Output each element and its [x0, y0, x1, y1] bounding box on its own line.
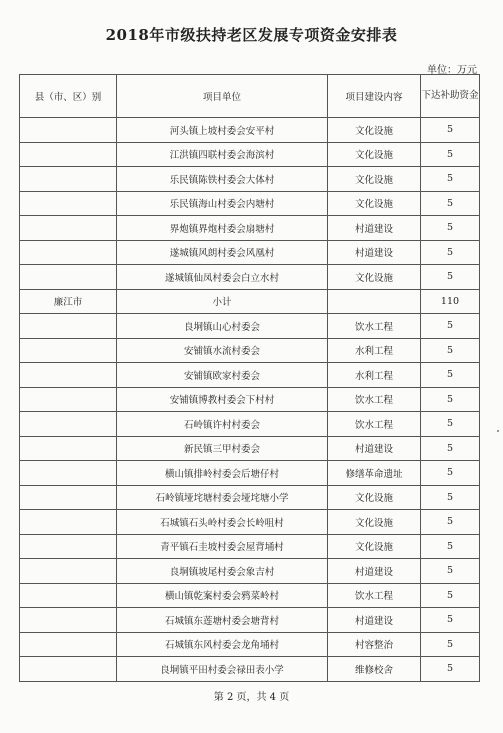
project-unit-cell: 遂城镇仙凤村委会白立水村: [117, 265, 328, 290]
project-unit-cell: 小计: [117, 289, 328, 314]
table-row: [20, 412, 480, 437]
content-cell: 文化设施: [328, 485, 421, 510]
project-unit-cell: 石城镇石头岭村委会长岭咀村: [117, 510, 328, 535]
project-unit-cell: 河头镇上坡村委会安平村: [117, 118, 328, 143]
county-cell: [20, 118, 117, 143]
county-cell: [20, 608, 117, 633]
project-unit-cell: 乐民镇海山村委会内塘村: [117, 191, 328, 216]
county-cell: [20, 142, 117, 167]
content-cell: 村容整治: [328, 632, 421, 657]
content-cell: 文化设施: [328, 118, 421, 143]
table-row: [20, 485, 480, 510]
amount-cell: 5: [421, 363, 480, 388]
amount-cell: 5: [421, 314, 480, 339]
amount-cell: 5: [421, 167, 480, 192]
amount-cell: 5: [421, 240, 480, 265]
project-unit-cell: 新民镇三甲村委会: [117, 436, 328, 461]
table-row: [20, 289, 480, 314]
county-cell: 廉江市: [20, 289, 117, 314]
project-unit-cell: 横山镇排岭村委会后塘仔村: [117, 461, 328, 486]
table-row: [20, 608, 480, 633]
amount-cell: 5: [421, 142, 480, 167]
county-cell: [20, 485, 117, 510]
project-unit-cell: 遂城镇风朗村委会风凰村: [117, 240, 328, 265]
table-row: [20, 240, 480, 265]
table-row: [20, 657, 480, 682]
content-cell: [328, 289, 421, 314]
county-cell: [20, 583, 117, 608]
table-row: [20, 583, 480, 608]
amount-cell: 5: [421, 632, 480, 657]
header-amount: 下达补助资金: [421, 75, 480, 118]
amount-cell: 5: [421, 387, 480, 412]
county-cell: [20, 510, 117, 535]
project-unit-cell: 良垌镇山心村委会: [117, 314, 328, 339]
content-cell: 修缮革命遗址: [328, 461, 421, 486]
content-cell: 村道建设: [328, 436, 421, 461]
county-cell: [20, 216, 117, 241]
content-cell: 村道建设: [328, 240, 421, 265]
amount-cell: 5: [421, 412, 480, 437]
amount-cell: 5: [421, 461, 480, 486]
project-unit-cell: 乐民镇陈铁村委会大体村: [117, 167, 328, 192]
table-row: [20, 534, 480, 559]
content-cell: 饮水工程: [328, 583, 421, 608]
county-cell: [20, 534, 117, 559]
table-row: [20, 363, 480, 388]
project-unit-cell: 青平镇石圭坡村委会屋背埇村: [117, 534, 328, 559]
county-cell: [20, 314, 117, 339]
table-row: [20, 265, 480, 290]
content-cell: 水利工程: [328, 363, 421, 388]
table-row: [20, 632, 480, 657]
content-cell: 饮水工程: [328, 314, 421, 339]
table-row: [20, 510, 480, 535]
header-county: 县（市、区）别: [20, 75, 117, 118]
amount-cell: 5: [421, 265, 480, 290]
header-project-unit: 项目单位: [117, 75, 328, 118]
content-cell: 水利工程: [328, 338, 421, 363]
county-cell: [20, 412, 117, 437]
content-cell: 文化设施: [328, 191, 421, 216]
county-cell: [20, 167, 117, 192]
project-unit-cell: 横山镇乾案村委会鸦菜岭村: [117, 583, 328, 608]
table-row: [20, 167, 480, 192]
content-cell: 文化设施: [328, 534, 421, 559]
amount-cell: 5: [421, 534, 480, 559]
project-unit-cell: 安铺镇博教村委会下村村: [117, 387, 328, 412]
content-cell: 村道建设: [328, 559, 421, 584]
funding-table: [19, 74, 480, 682]
county-cell: [20, 461, 117, 486]
content-cell: 村道建设: [328, 608, 421, 633]
amount-cell: 5: [421, 510, 480, 535]
table-row: [20, 142, 480, 167]
project-unit-cell: 安铺镇水流村委会: [117, 338, 328, 363]
county-cell: [20, 240, 117, 265]
county-cell: [20, 436, 117, 461]
project-unit-cell: 界炮镇界炮村委会扇塘村: [117, 216, 328, 241]
content-cell: 文化设施: [328, 265, 421, 290]
content-cell: 村道建设: [328, 216, 421, 241]
county-cell: [20, 338, 117, 363]
page-footer: 第 2 页，共 4 页: [213, 692, 290, 703]
project-unit-cell: 石城镇东莲塘村委会塘背村: [117, 608, 328, 633]
project-unit-cell: 石岭镇垭垞塘村委会垭垞塘小学: [117, 485, 328, 510]
county-cell: [20, 657, 117, 682]
county-cell: [20, 191, 117, 216]
county-cell: [20, 387, 117, 412]
project-unit-cell: 石城镇东风村委会龙角埇村: [117, 632, 328, 657]
project-unit-cell: 安铺镇欧家村委会: [117, 363, 328, 388]
amount-cell: 5: [421, 485, 480, 510]
county-cell: [20, 265, 117, 290]
unit-label: 单位：万元: [427, 65, 477, 76]
scan-speck: [497, 430, 499, 432]
table-row: [20, 191, 480, 216]
content-cell: 文化设施: [328, 167, 421, 192]
project-unit-cell: 江洪镇四联村委会海滨村: [117, 142, 328, 167]
county-cell: [20, 559, 117, 584]
content-cell: 饮水工程: [328, 387, 421, 412]
table-row: [20, 314, 480, 339]
content-cell: 饮水工程: [328, 412, 421, 437]
table-header-row: [20, 75, 480, 118]
county-cell: [20, 363, 117, 388]
amount-cell: 5: [421, 583, 480, 608]
amount-cell: 5: [421, 216, 480, 241]
project-unit-cell: 良垌镇坡尾村委会象吉村: [117, 559, 328, 584]
project-unit-cell: 石岭镇许村村委会: [117, 412, 328, 437]
table-row: [20, 118, 480, 143]
amount-cell: 5: [421, 436, 480, 461]
table-row: [20, 436, 480, 461]
table-row: [20, 387, 480, 412]
table-row: [20, 216, 480, 241]
amount-cell: 5: [421, 191, 480, 216]
content-cell: 文化设施: [328, 142, 421, 167]
amount-cell: 5: [421, 559, 480, 584]
table-row: [20, 338, 480, 363]
content-cell: 文化设施: [328, 510, 421, 535]
amount-cell: 5: [421, 657, 480, 682]
page-title: 2018年市级扶持老区发展专项资金安排表: [105, 26, 398, 44]
project-unit-cell: 良垌镇平田村委会禄田表小学: [117, 657, 328, 682]
amount-cell: 5: [421, 338, 480, 363]
amount-cell: 5: [421, 118, 480, 143]
content-cell: 维修校舍: [328, 657, 421, 682]
table-row: [20, 559, 480, 584]
table-row: [20, 461, 480, 486]
amount-cell: 5: [421, 608, 480, 633]
county-cell: [20, 632, 117, 657]
amount-cell: 110: [421, 289, 480, 314]
header-content: 项目建设内容: [328, 75, 421, 118]
